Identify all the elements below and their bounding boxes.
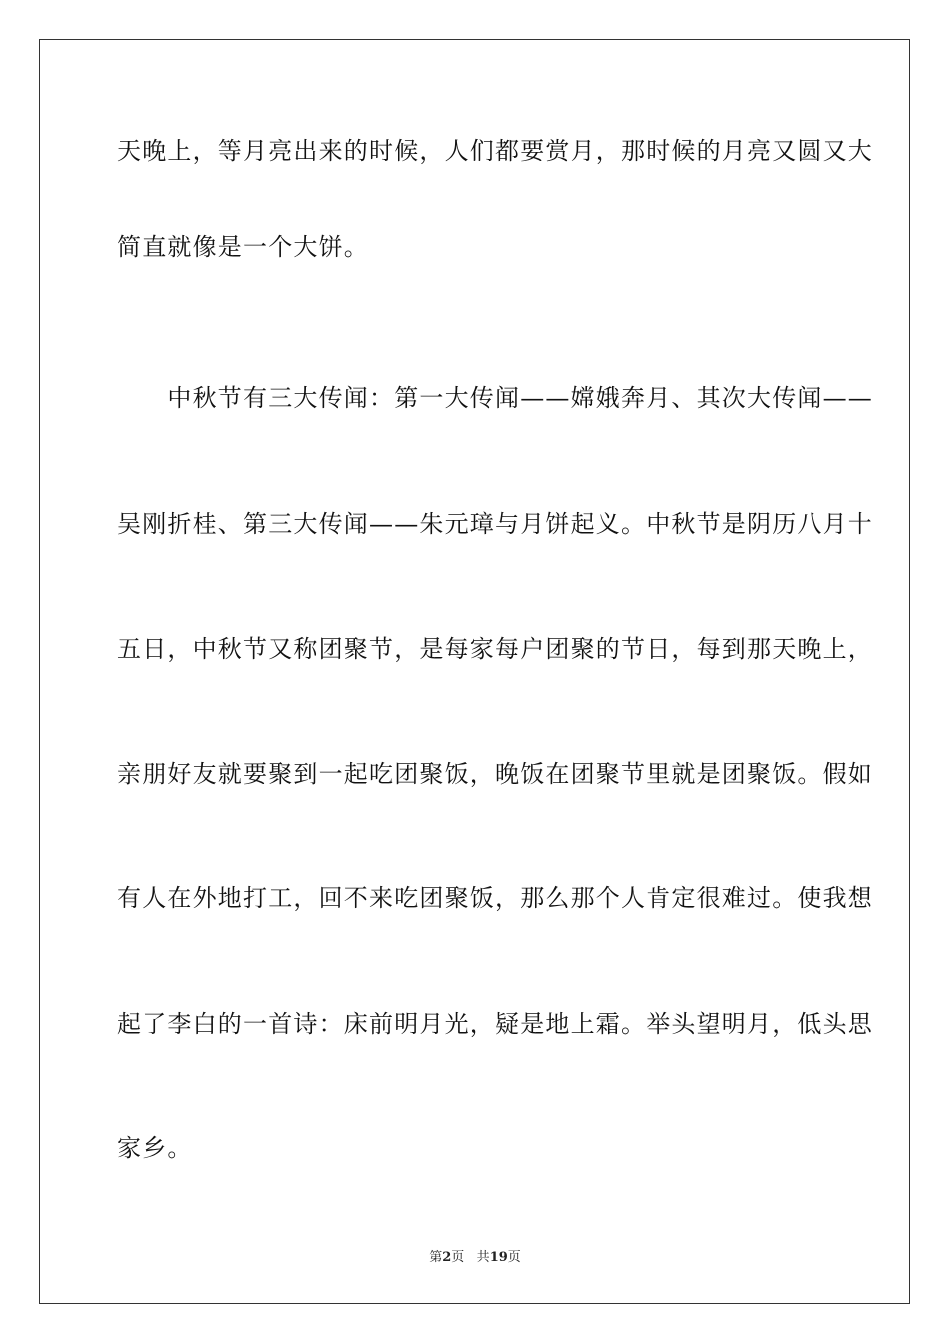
text-line-9: 家乡。 [117, 1134, 193, 1162]
text-line-3: 中秋节有三大传闻：第一大传闻——嫦娥奔月、其次大传闻—— [117, 384, 873, 412]
text-line-1: 天晚上，等月亮出来的时候，人们都要赏月，那时候的月亮又圆又大 [117, 137, 873, 165]
text-line-8: 起了李白的一首诗：床前明月光，疑是地上霜。举头望明月，低头思 [117, 1010, 873, 1038]
footer-total-suffix: 页 [507, 1250, 521, 1265]
footer-total-pages: 19 [489, 1250, 508, 1265]
page-border [39, 39, 910, 1304]
text-line-2: 简直就像是一个大饼。 [117, 233, 369, 261]
text-line-6: 亲朋好友就要聚到一起吃团聚饭，晚饭在团聚节里就是团聚饭。假如 [117, 760, 873, 788]
text-line-4: 吴刚折桂、第三大传闻——朱元璋与月饼起义。中秋节是阴历八月十 [117, 510, 873, 538]
footer-page-suffix: 页 [451, 1250, 465, 1265]
footer-total-prefix: 共 [476, 1250, 490, 1265]
text-line-7: 有人在外地打工，回不来吃团聚饭，那么那个人肯定很难过。使我想 [117, 884, 873, 912]
page-footer [0, 1246, 950, 1265]
footer-page-number: 2 [442, 1250, 452, 1265]
text-line-5: 五日，中秋节又称团聚节，是每家每户团聚的节日，每到那天晚上， [117, 635, 873, 663]
footer-page-prefix: 第 [429, 1250, 443, 1265]
